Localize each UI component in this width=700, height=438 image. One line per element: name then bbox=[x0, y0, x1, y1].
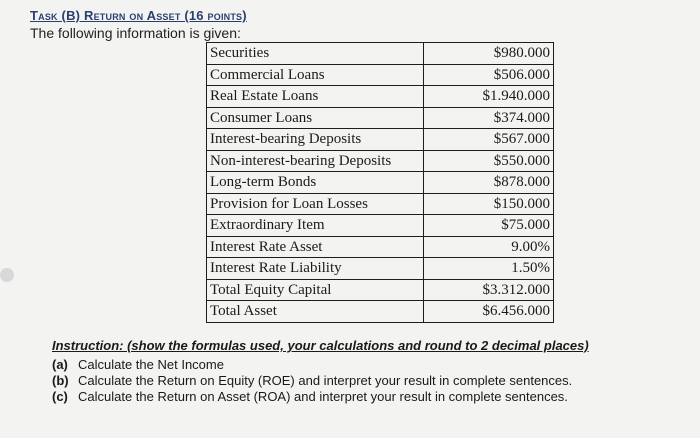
task-letter: (b) bbox=[52, 373, 69, 388]
row-value: $1.940.000 bbox=[424, 86, 554, 108]
table-row bbox=[207, 301, 554, 323]
row-label: Interest Rate Liability bbox=[207, 258, 424, 280]
row-value: $3.312.000 bbox=[424, 279, 554, 301]
row-value: $550.000 bbox=[424, 150, 554, 172]
table-row bbox=[207, 86, 554, 108]
row-value: $150.000 bbox=[424, 193, 554, 215]
task-text: Calculate the Return on Equity (ROE) and interpret your result in complete sentences. bbox=[78, 373, 573, 388]
row-label: Non-interest-bearing Deposits bbox=[207, 150, 424, 172]
row-label: Total Equity Capital bbox=[207, 279, 424, 301]
task-letter: (c) bbox=[52, 389, 68, 404]
row-label: Provision for Loan Losses bbox=[207, 193, 424, 215]
table-row bbox=[207, 150, 554, 172]
row-label: Securities bbox=[207, 43, 424, 65]
table-row bbox=[207, 215, 554, 237]
row-label: Total Asset bbox=[207, 301, 424, 323]
table-body bbox=[207, 43, 554, 323]
row-value: $6.456.000 bbox=[424, 301, 554, 323]
intro-text: The following information is given: bbox=[30, 25, 241, 41]
row-label: Interest Rate Asset bbox=[207, 236, 424, 258]
table-row bbox=[207, 64, 554, 86]
table-row bbox=[207, 172, 554, 194]
task-item-a bbox=[52, 357, 572, 373]
instruction-heading: Instruction: (show the formulas used, your calculations and round to 2 decimal places) bbox=[52, 338, 589, 353]
task-item-b bbox=[52, 373, 572, 389]
task-text: Calculate the Return on Asset (ROA) and interpret your result in complete sentences. bbox=[78, 389, 568, 404]
table-row bbox=[207, 193, 554, 215]
page-edge-mark bbox=[0, 268, 14, 282]
row-value: $878.000 bbox=[424, 172, 554, 194]
row-value: $980.000 bbox=[424, 43, 554, 65]
task-list bbox=[52, 357, 572, 405]
row-label: Interest-bearing Deposits bbox=[207, 129, 424, 151]
row-label: Long-term Bonds bbox=[207, 172, 424, 194]
row-label: Extraordinary Item bbox=[207, 215, 424, 237]
row-value: $506.000 bbox=[424, 64, 554, 86]
task-text: Calculate the Net Income bbox=[78, 357, 224, 372]
row-label: Commercial Loans bbox=[207, 64, 424, 86]
table-row bbox=[207, 107, 554, 129]
row-label: Consumer Loans bbox=[207, 107, 424, 129]
table-row bbox=[207, 258, 554, 280]
row-value: $567.000 bbox=[424, 129, 554, 151]
task-title: Task (B) Return on Asset (16 points) bbox=[30, 8, 247, 23]
table-row bbox=[207, 43, 554, 65]
table-row bbox=[207, 279, 554, 301]
table-row bbox=[207, 236, 554, 258]
financial-data-table bbox=[206, 42, 554, 323]
task-letter: (a) bbox=[52, 357, 68, 372]
row-value: $75.000 bbox=[424, 215, 554, 237]
row-value: 9.00% bbox=[424, 236, 554, 258]
row-value: 1.50% bbox=[424, 258, 554, 280]
task-item-c bbox=[52, 389, 572, 405]
row-value: $374.000 bbox=[424, 107, 554, 129]
row-label: Real Estate Loans bbox=[207, 86, 424, 108]
table-row bbox=[207, 129, 554, 151]
